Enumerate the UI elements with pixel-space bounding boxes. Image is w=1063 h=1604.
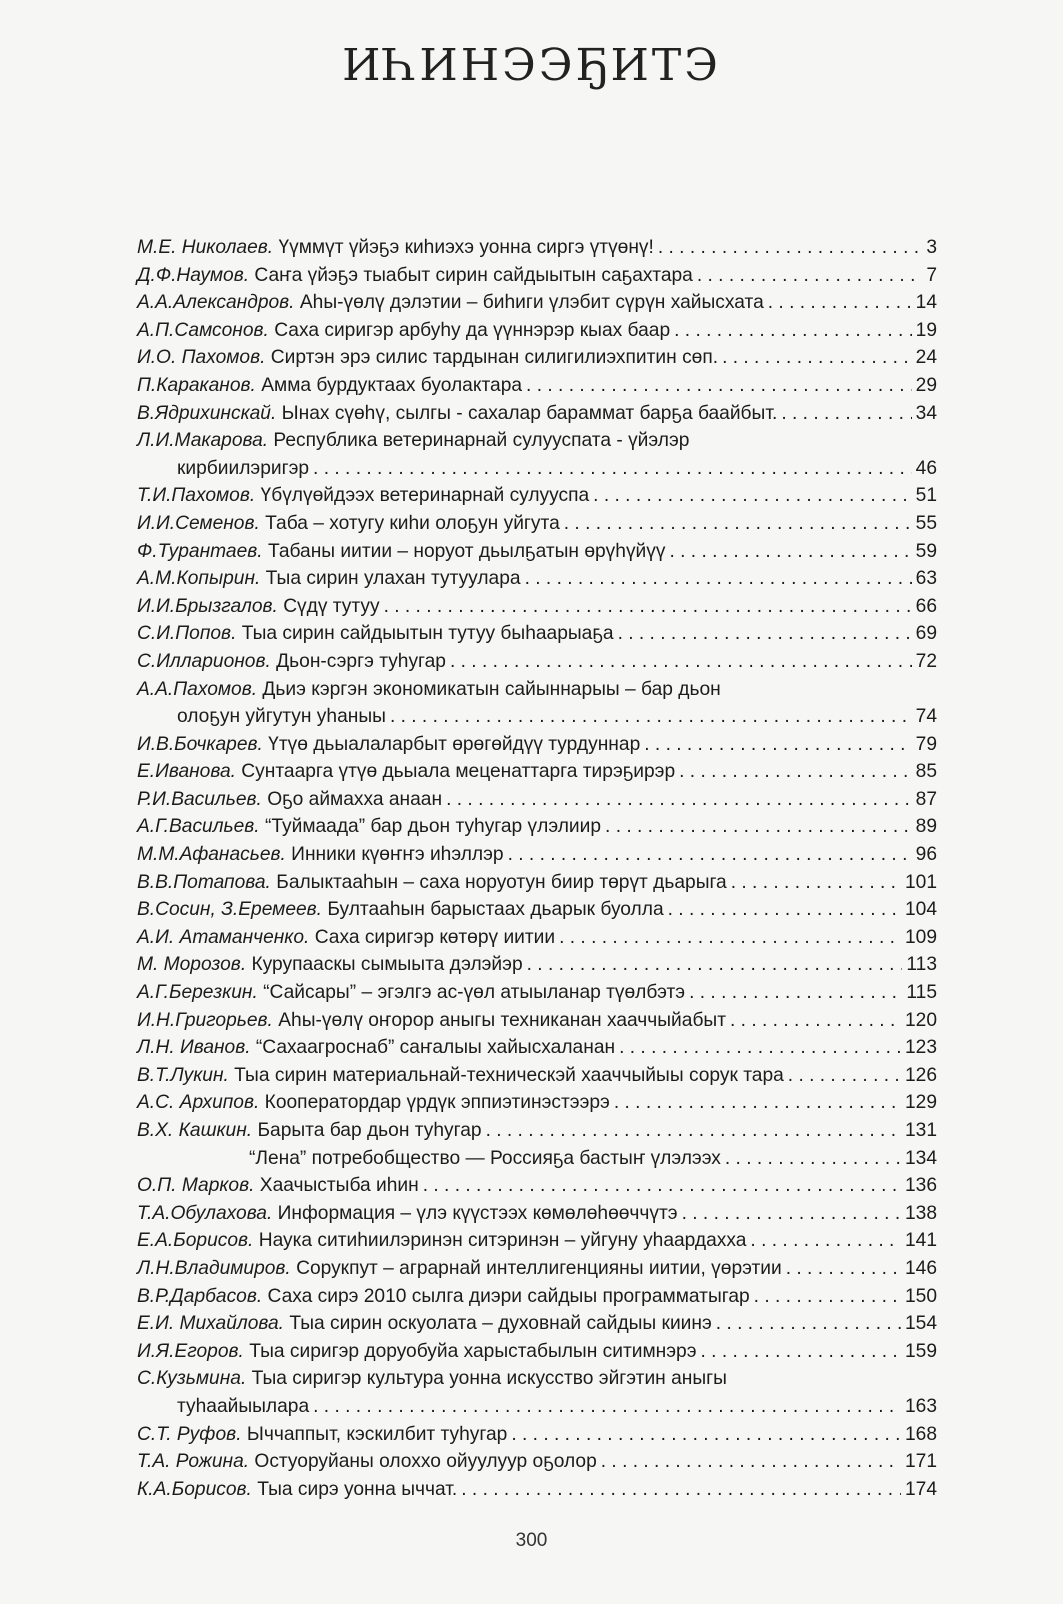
toc-leader-dots bbox=[697, 262, 922, 290]
toc-author: В.Р.Дарбасов. bbox=[137, 1285, 263, 1307]
toc-entry bbox=[137, 344, 937, 372]
toc-leader-dots bbox=[716, 1310, 901, 1338]
toc-entry-label bbox=[137, 372, 526, 400]
toc-title: “Сахаагроснаб” саҥалыы хайысхаланан bbox=[250, 1037, 616, 1059]
toc-title: Саха сирэ 2010 сылга диэри сайдыы программатыгар bbox=[262, 1285, 750, 1307]
toc-entry-label bbox=[137, 1255, 786, 1283]
toc-author: Т.А. Рожина. bbox=[137, 1451, 250, 1473]
toc-author: С.Илларионов. bbox=[137, 650, 271, 672]
toc-title-continued: туһаайыылара bbox=[177, 1395, 310, 1417]
toc-author: М.Е. Николаев. bbox=[137, 237, 274, 258]
toc-entry-label bbox=[137, 289, 768, 317]
toc-author: А.М.Копырин. bbox=[137, 568, 261, 590]
toc-leader-dots bbox=[750, 1227, 901, 1255]
toc-leader-dots bbox=[605, 813, 912, 841]
toc-entry bbox=[137, 1117, 937, 1145]
toc-title: Табаны иитии – норуот дьылҕатын өрүһүйүү bbox=[262, 540, 666, 562]
toc-author: М. Морозов. bbox=[137, 954, 247, 976]
toc-page-number: 154 bbox=[904, 1313, 937, 1335]
toc-entry bbox=[137, 1172, 937, 1200]
toc-title: Ыччаппыт, кэскилбит туһугар bbox=[241, 1423, 508, 1445]
page-number: 300 bbox=[515, 1530, 548, 1551]
toc-entry-label bbox=[137, 1338, 701, 1366]
toc-title: Республика ветеринарнай сулууспата - үйэлэр bbox=[268, 430, 690, 452]
toc-title: Остуоруйаны олоххо ойуулуур оҕолор bbox=[249, 1451, 597, 1473]
toc-author: А.Г.Васильев. bbox=[137, 816, 260, 838]
toc-author: И.И.Семенов. bbox=[137, 512, 260, 534]
toc-entry bbox=[137, 979, 937, 1007]
toc-title: Барыта бар дьон туһугар bbox=[252, 1120, 482, 1141]
toc-page-number: 85 bbox=[915, 761, 937, 783]
toc-page-number: 168 bbox=[904, 1423, 937, 1445]
toc-page-number: 66 bbox=[915, 595, 937, 617]
toc-leader-dots bbox=[754, 1283, 901, 1311]
toc-leader-dots bbox=[768, 289, 912, 317]
toc-entry-label bbox=[137, 1172, 423, 1200]
toc-leader-dots bbox=[559, 924, 901, 952]
toc-leader-dots bbox=[682, 1200, 901, 1228]
toc-page-number: 146 bbox=[904, 1257, 937, 1279]
toc-page-number: 129 bbox=[904, 1092, 937, 1114]
toc-page-number: 171 bbox=[904, 1451, 937, 1473]
toc-title: Амма бурдуктаах буолактара bbox=[255, 374, 523, 396]
toc-page-number: 46 bbox=[915, 457, 937, 479]
toc-leader-dots bbox=[593, 482, 911, 510]
toc-page-number: 69 bbox=[915, 623, 937, 645]
toc-title: Бултааһын барыстаах дьарык буолла bbox=[322, 899, 664, 921]
toc-entry-label bbox=[137, 896, 668, 924]
toc-page-number: 19 bbox=[915, 319, 937, 341]
toc-entry-label bbox=[137, 786, 446, 814]
toc-page-number: 163 bbox=[904, 1395, 937, 1417]
toc-entry-label bbox=[249, 1145, 725, 1173]
toc-entry bbox=[137, 1365, 937, 1420]
toc-entry-label bbox=[137, 565, 525, 593]
toc-author: Т.А.Обулахова. bbox=[137, 1202, 273, 1224]
toc-page-number: 87 bbox=[915, 788, 937, 810]
toc-leader-dots bbox=[313, 1393, 901, 1421]
toc-leader-dots bbox=[527, 951, 903, 979]
toc-title: Үтүө дьыалаларбыт өрөгөйдүү турдуннар bbox=[262, 733, 641, 755]
toc-title: Тыа сиригэр культура уонна искусство эйгэтин аныгы bbox=[246, 1368, 727, 1390]
toc-title: Тыа сирин сайдыытын тутуу быһаарыаҕа bbox=[236, 623, 614, 645]
toc-author: И.Н.Григорьев. bbox=[137, 1009, 273, 1031]
toc-entry bbox=[137, 234, 937, 262]
toc-page-number: 134 bbox=[904, 1147, 937, 1169]
toc-page-number: 51 bbox=[915, 485, 937, 507]
toc-leader-dots bbox=[461, 1476, 901, 1504]
toc-leader-dots bbox=[722, 344, 912, 372]
toc-leader-dots bbox=[658, 234, 922, 262]
toc-author: В.Сосин, З.Еремеев. bbox=[137, 899, 323, 921]
page-title: ИҺИНЭЭҔИТЭ bbox=[342, 40, 721, 91]
toc-title: Тыа сирин улахан тутуулара bbox=[260, 568, 521, 590]
toc-page-number: 89 bbox=[915, 816, 937, 838]
toc-entry bbox=[137, 262, 937, 290]
toc-entry-label bbox=[137, 924, 559, 952]
toc-entry bbox=[137, 1227, 937, 1255]
toc-entry bbox=[137, 648, 937, 676]
toc-entry-label bbox=[137, 593, 384, 621]
toc-leader-dots bbox=[525, 565, 912, 593]
toc-leader-dots bbox=[526, 372, 912, 400]
toc-entry bbox=[137, 1007, 937, 1035]
toc-entry-label bbox=[137, 1200, 682, 1228]
toc-entry-label bbox=[137, 510, 564, 538]
toc-title-continued: кирбиилэригэр bbox=[177, 457, 310, 479]
toc-leader-dots bbox=[486, 1117, 901, 1145]
toc-page-number: 3 bbox=[926, 237, 937, 258]
toc-page-number: 72 bbox=[915, 650, 937, 672]
toc-title: Хаачыстыба иһин bbox=[254, 1175, 419, 1197]
toc-entry bbox=[137, 510, 937, 538]
toc-entry-label bbox=[137, 869, 731, 897]
toc-leader-dots bbox=[508, 841, 912, 869]
toc-title: Саха сиригэр арбуһу да үүннэрэр кыах баар bbox=[268, 319, 671, 341]
toc-entry bbox=[137, 400, 937, 428]
toc-entry bbox=[137, 869, 937, 897]
toc-title: Үбүлүөйдээх ветеринарнай сулууспа bbox=[255, 485, 590, 507]
toc-entry bbox=[137, 482, 937, 510]
toc-entry bbox=[137, 372, 937, 400]
toc-title: Оҕо аймахха анаан bbox=[261, 788, 443, 810]
toc-leader-dots bbox=[564, 510, 912, 538]
toc-leader-dots bbox=[313, 455, 912, 483]
toc-entry bbox=[137, 786, 937, 814]
toc-author: Е.И. Михайлова. bbox=[137, 1313, 284, 1335]
toc-title: “Сайсары” – эгэлгэ ас-үөл атыыланар түөлбэтэ bbox=[257, 982, 686, 1004]
toc-entry bbox=[137, 1310, 937, 1338]
toc-author: Т.И.Пахомов. bbox=[137, 485, 256, 507]
toc-title: Тыа сирэ уонна ыччат. bbox=[251, 1478, 458, 1500]
toc-author: С.Кузьмина. bbox=[137, 1368, 247, 1390]
toc-entry-label bbox=[137, 1283, 754, 1311]
toc-entry bbox=[137, 427, 937, 482]
toc-author: В.Т.Лукин. bbox=[137, 1064, 229, 1086]
toc-author: А.И. Атаманченко. bbox=[137, 926, 310, 948]
toc-title: Үүммүт үйэҕэ киһиэхэ уонна сиргэ үтүөнү! bbox=[273, 237, 654, 258]
toc-entry bbox=[137, 841, 937, 869]
toc-page-number: 159 bbox=[904, 1340, 937, 1362]
toc-title: Инники күөҥҥэ иһэллэр bbox=[285, 844, 504, 866]
toc-entry bbox=[137, 813, 937, 841]
toc-author: В.В.Потапова. bbox=[137, 871, 271, 893]
toc-author: Ф.Турантаев. bbox=[137, 540, 263, 562]
toc-page-number: 120 bbox=[904, 1009, 937, 1031]
toc-page-number: 174 bbox=[904, 1478, 937, 1500]
toc-author: Р.И.Васильев. bbox=[137, 788, 262, 810]
toc-leader-dots bbox=[725, 1145, 901, 1173]
toc-entry-label bbox=[137, 951, 527, 979]
toc-entry bbox=[137, 731, 937, 759]
toc-title: Таба – хотугу киһи олоҕун уйгута bbox=[259, 512, 560, 534]
toc-entry bbox=[137, 1476, 937, 1504]
toc-title: Тыа сирин материальнай-техническэй хааччыйыы сорук тара bbox=[228, 1064, 784, 1086]
toc-leader-dots bbox=[619, 1034, 901, 1062]
toc-leader-dots bbox=[788, 1062, 901, 1090]
toc-page-number: 104 bbox=[904, 899, 937, 921]
toc-leader-dots bbox=[423, 1172, 901, 1200]
toc-author: А.Г.Березкин. bbox=[137, 982, 258, 1004]
toc-entry-label bbox=[137, 648, 450, 676]
toc-entry-label bbox=[137, 400, 781, 428]
toc-author: И.Я.Егоров. bbox=[137, 1340, 244, 1362]
toc-leader-dots bbox=[450, 648, 912, 676]
toc-entry-label bbox=[137, 1117, 486, 1145]
toc-author: Л.Н. Иванов. bbox=[137, 1037, 251, 1059]
toc-page-number: 24 bbox=[915, 347, 937, 369]
toc-author: В.Ядрихинскай. bbox=[137, 402, 277, 424]
toc-entry-label bbox=[137, 1227, 750, 1255]
toc-leader-dots bbox=[674, 317, 912, 345]
toc-entry-first-line bbox=[137, 676, 937, 704]
toc-title: Дьиэ кэргэн экономикатын сайыннарыы – бар дьон bbox=[257, 678, 721, 700]
toc-page-number: 34 bbox=[915, 402, 937, 424]
toc-entry-second-line bbox=[137, 455, 937, 483]
toc-leader-dots bbox=[781, 400, 911, 428]
toc-page-number: 113 bbox=[906, 954, 937, 976]
toc-title: Кооператордар үрдүк эппиэтинэстээрэ bbox=[259, 1092, 610, 1114]
toc-title-continued: олоҕун уйгутун уһаныы bbox=[177, 706, 386, 728]
table-of-contents bbox=[137, 234, 937, 1503]
toc-entry-label bbox=[137, 1448, 601, 1476]
toc-leader-dots bbox=[679, 758, 912, 786]
toc-entry-label bbox=[137, 1062, 788, 1090]
toc-author: О.П. Марков. bbox=[137, 1175, 255, 1197]
toc-leader-dots bbox=[644, 731, 911, 759]
toc-entry bbox=[137, 289, 937, 317]
toc-entry-first-line bbox=[137, 1365, 937, 1393]
toc-author: Д.Ф.Наумов. bbox=[137, 264, 250, 286]
toc-title: Курупааскы сымыыта дэлэйэр bbox=[246, 954, 523, 976]
toc-entry bbox=[137, 1448, 937, 1476]
toc-page-number: 14 bbox=[915, 292, 937, 314]
toc-page-number: 63 bbox=[915, 568, 937, 590]
toc-author: Л.И.Макарова. bbox=[137, 430, 269, 452]
toc-title: Балыктааһын – саха норуотун биир төрүт дьарыга bbox=[270, 871, 727, 893]
toc-title: Сунтаарга үтүө дьыала меценаттарга тирэҕирэр bbox=[235, 761, 676, 783]
toc-page-number: 74 bbox=[915, 706, 937, 728]
toc-entry bbox=[137, 1089, 937, 1117]
toc-entry-label bbox=[137, 234, 658, 262]
toc-leader-dots bbox=[446, 786, 912, 814]
toc-page-number: 79 bbox=[915, 733, 937, 755]
toc-leader-dots bbox=[689, 979, 902, 1007]
toc-page-number: 126 bbox=[904, 1064, 937, 1086]
toc-entry-label bbox=[137, 1089, 614, 1117]
toc-page-number: 131 bbox=[904, 1120, 937, 1141]
toc-title: “Туймаада” бар дьон туһугар үлэлиир bbox=[259, 816, 602, 838]
toc-entry-first-line bbox=[137, 427, 937, 455]
toc-title: Тыа сиригэр доруобуйа харыстабылын ситимнэрэ bbox=[243, 1340, 697, 1362]
toc-entry bbox=[137, 676, 937, 731]
toc-leader-dots bbox=[601, 1448, 901, 1476]
toc-author: А.А.Александров. bbox=[137, 292, 295, 314]
toc-leader-dots bbox=[730, 1007, 901, 1035]
toc-entry-label bbox=[137, 1476, 461, 1504]
toc-leader-dots bbox=[618, 620, 912, 648]
toc-entry bbox=[137, 924, 937, 952]
toc-page-number: 150 bbox=[904, 1285, 937, 1307]
toc-entry bbox=[137, 1338, 937, 1366]
toc-entry-label bbox=[137, 841, 508, 869]
toc-title: Аһы-үөлү дэлэтии – биһиги үлэбит сүрүн хайысхата bbox=[294, 292, 764, 314]
toc-title: Наука ситиһиилэринэн ситэринэн – уйгуну уһаардахха bbox=[253, 1230, 747, 1252]
toc-entry-label bbox=[137, 262, 697, 290]
toc-entry-label bbox=[137, 344, 722, 372]
toc-entry bbox=[137, 565, 937, 593]
toc-leader-dots bbox=[390, 703, 912, 731]
toc-author: А.А.Пахомов. bbox=[137, 678, 258, 700]
toc-author: С.Т. Руфов. bbox=[137, 1423, 242, 1445]
toc-entry bbox=[137, 620, 937, 648]
toc-entry-label bbox=[137, 538, 669, 566]
toc-author: П.Караканов. bbox=[137, 374, 256, 396]
toc-entry bbox=[137, 1421, 937, 1449]
toc-entry-label bbox=[137, 317, 674, 345]
toc-title: Тыа сирин оскуолата – духовнай сайдыы киинэ bbox=[283, 1313, 712, 1335]
toc-page-number: 141 bbox=[904, 1230, 937, 1252]
toc-entry bbox=[137, 1145, 937, 1173]
toc-author: И.И.Брызгалов. bbox=[137, 595, 278, 617]
toc-entry-second-line bbox=[137, 703, 937, 731]
toc-page-number: 136 bbox=[904, 1175, 937, 1197]
toc-title: Сорукпут – аграрнай интеллигенцияны иитии, үөрэтии bbox=[290, 1257, 782, 1279]
toc-title: “Лена” потребобщество — Россияҕа бастыҥ үлэлээх bbox=[249, 1147, 721, 1169]
toc-entry-label bbox=[137, 979, 689, 1007]
toc-entry-label bbox=[137, 813, 605, 841]
toc-leader-dots bbox=[669, 538, 911, 566]
toc-entry-second-line bbox=[137, 1393, 937, 1421]
toc-leader-dots bbox=[668, 896, 901, 924]
toc-author: А.С. Архипов. bbox=[137, 1092, 260, 1114]
toc-leader-dots bbox=[384, 593, 912, 621]
toc-author: И.О. Пахомов. bbox=[137, 347, 266, 369]
toc-page-number: 123 bbox=[904, 1037, 937, 1059]
toc-page-number: 7 bbox=[926, 264, 937, 286]
toc-leader-dots bbox=[786, 1255, 901, 1283]
toc-title: Аһы-үөлү оҥорор аныгы техниканан хааччыйабыт bbox=[272, 1009, 727, 1031]
toc-entry-label bbox=[137, 758, 679, 786]
toc-title: Ынах сүөһү, сылгы - сахалар бараммат барҕа баайбыт. bbox=[276, 402, 778, 424]
toc-author: Е.Иванова. bbox=[137, 761, 236, 783]
toc-author: И.В.Бочкарев. bbox=[137, 733, 263, 755]
toc-title: Информация – үлэ күүстээх көмөлөһөөччүтэ bbox=[272, 1202, 678, 1224]
toc-entry bbox=[137, 1062, 937, 1090]
toc-page-number: 55 bbox=[915, 512, 937, 534]
toc-entry bbox=[137, 538, 937, 566]
toc-page-number: 29 bbox=[915, 374, 937, 396]
toc-title: Саха сиригэр көтөрү иитии bbox=[309, 926, 556, 948]
toc-author: М.М.Афанасьев. bbox=[137, 844, 286, 866]
toc-leader-dots bbox=[614, 1089, 901, 1117]
toc-leader-dots bbox=[731, 869, 901, 897]
toc-entry bbox=[137, 951, 937, 979]
toc-entry bbox=[137, 896, 937, 924]
toc-entry-label bbox=[137, 731, 644, 759]
toc-title: Саҥа үйэҕэ тыабыт сирин сайдыытын саҕахтара bbox=[249, 264, 693, 286]
toc-author: Л.Н.Владимиров. bbox=[137, 1257, 291, 1279]
toc-page-number: 138 bbox=[904, 1202, 937, 1224]
toc-title: Сүдү тутуу bbox=[277, 595, 380, 617]
toc-entry-label bbox=[137, 1007, 730, 1035]
toc-entry-label bbox=[137, 1421, 511, 1449]
toc-title: Дьон-сэргэ туһугар bbox=[270, 650, 446, 672]
toc-author: Е.А.Борисов. bbox=[137, 1230, 254, 1252]
toc-author: К.А.Борисов. bbox=[137, 1478, 252, 1500]
toc-entry-label bbox=[137, 1034, 619, 1062]
toc-entry-label bbox=[137, 620, 618, 648]
toc-author: А.П.Самсонов. bbox=[137, 319, 269, 341]
toc-entry bbox=[137, 593, 937, 621]
toc-entry bbox=[137, 758, 937, 786]
toc-leader-dots bbox=[701, 1338, 901, 1366]
toc-entry bbox=[137, 1283, 937, 1311]
toc-leader-dots bbox=[511, 1421, 901, 1449]
toc-page-number: 59 bbox=[915, 540, 937, 562]
toc-entry bbox=[137, 317, 937, 345]
toc-author: В.Х. Кашкин. bbox=[137, 1120, 253, 1141]
toc-title: Сиртэн эрэ силис тардынан силигилиэхпитин сөп. bbox=[265, 347, 719, 369]
toc-entry-label bbox=[137, 1310, 716, 1338]
toc-page-number: 109 bbox=[904, 926, 937, 948]
toc-entry-label bbox=[137, 482, 593, 510]
toc-entry bbox=[137, 1255, 937, 1283]
toc-entry bbox=[137, 1034, 937, 1062]
toc-page-number: 115 bbox=[906, 982, 937, 1004]
toc-page-number: 101 bbox=[904, 871, 937, 893]
toc-author: С.И.Попов. bbox=[137, 623, 237, 645]
toc-page-number: 96 bbox=[915, 844, 937, 866]
toc-entry bbox=[137, 1200, 937, 1228]
